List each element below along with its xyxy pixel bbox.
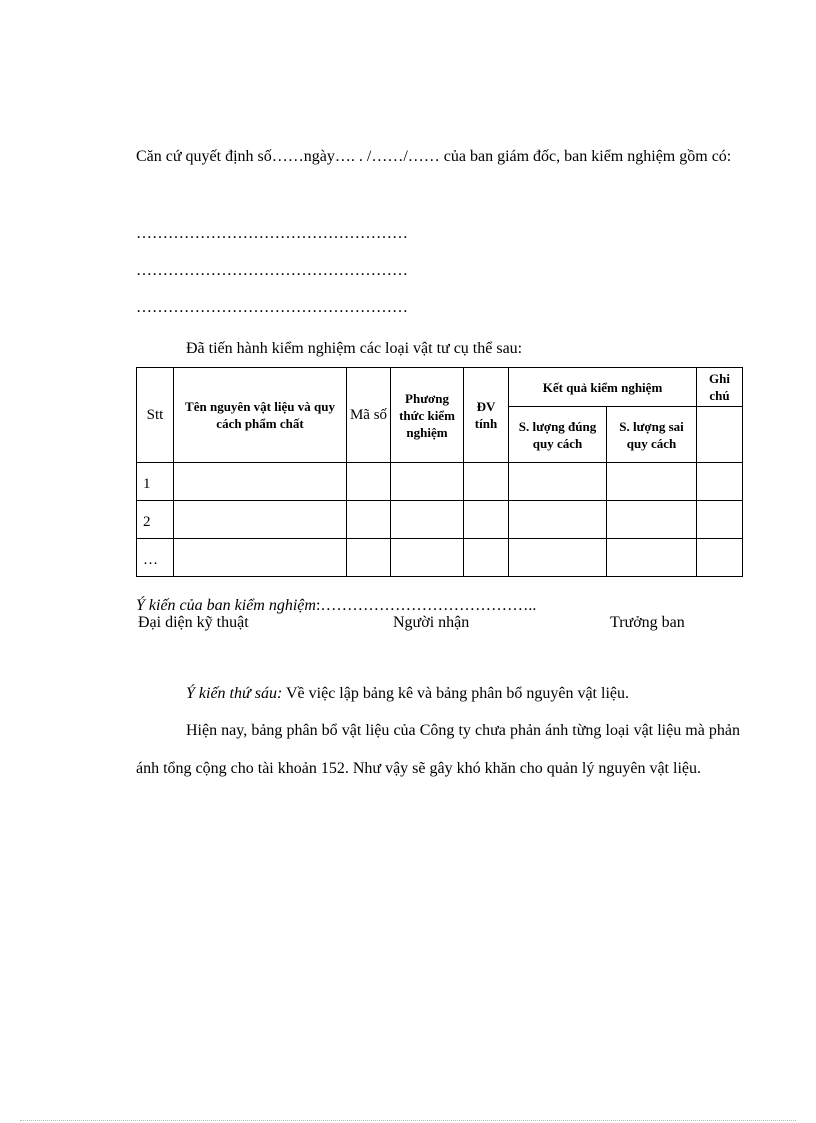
table-row <box>137 463 743 501</box>
header-result: Kết quả kiểm nghiệm <box>509 368 697 407</box>
header-wrong: S. lượng sai quy cách <box>607 407 697 463</box>
intro-paragraph: Căn cứ quyết định số……ngày…. . /……/…… của ban giám đốc, ban kiểm nghiệm gồm có: <box>136 148 732 165</box>
header-unit: ĐV tính <box>464 368 509 463</box>
table-row <box>137 501 743 539</box>
dotted-line-1: …………………………………………… <box>136 225 408 242</box>
header-code: Mã số <box>347 368 391 463</box>
row-stt: 2 <box>137 501 174 539</box>
sixth-label: Ý kiến thứ sáu: <box>186 685 283 702</box>
signature-technical: Đại diện kỹ thuật <box>138 614 249 631</box>
sixth-text: Về việc lập bảng kê và bảng phân bổ nguyên vật liệu. <box>282 685 629 702</box>
lead-sentence: Đã tiến hành kiểm nghiệm các loại vật tư cụ thể sau: <box>186 340 523 357</box>
header-stt: Stt <box>137 368 174 463</box>
dotted-line-3: …………………………………………… <box>136 299 408 316</box>
opinion-label: Ý kiến của ban kiểm nghiệm <box>136 597 316 614</box>
row-stt: … <box>137 539 174 577</box>
header-name: Tên nguyên vật liệu và quy cách phẩm chất <box>174 368 347 463</box>
inspection-table <box>136 367 743 577</box>
signature-receiver: Người nhận <box>393 614 470 631</box>
page-bottom-divider <box>20 1120 796 1121</box>
signature-head: Trưởng ban <box>610 614 685 631</box>
dotted-line-2: …………………………………………… <box>136 262 408 279</box>
header-note: Ghi chú <box>697 368 743 407</box>
row-stt: 1 <box>137 463 174 501</box>
header-method: Phương thức kiểm nghiệm <box>391 368 464 463</box>
sixth-opinion <box>136 675 740 713</box>
header-correct: S. lượng đúng quy cách <box>509 407 607 463</box>
header-note-empty <box>697 407 743 463</box>
opinion-dots: :………………………………….. <box>315 597 537 614</box>
table-row <box>137 539 743 577</box>
body-paragraph: Hiện nay, bảng phân bổ vật liệu của Công ty chưa phản ánh từng loại vật liệu mà phản ánh tổng cộng cho tài khoản 152. Như vậy sẽ gây khó khăn cho quản lý nguyên vật liệu. <box>136 722 740 777</box>
